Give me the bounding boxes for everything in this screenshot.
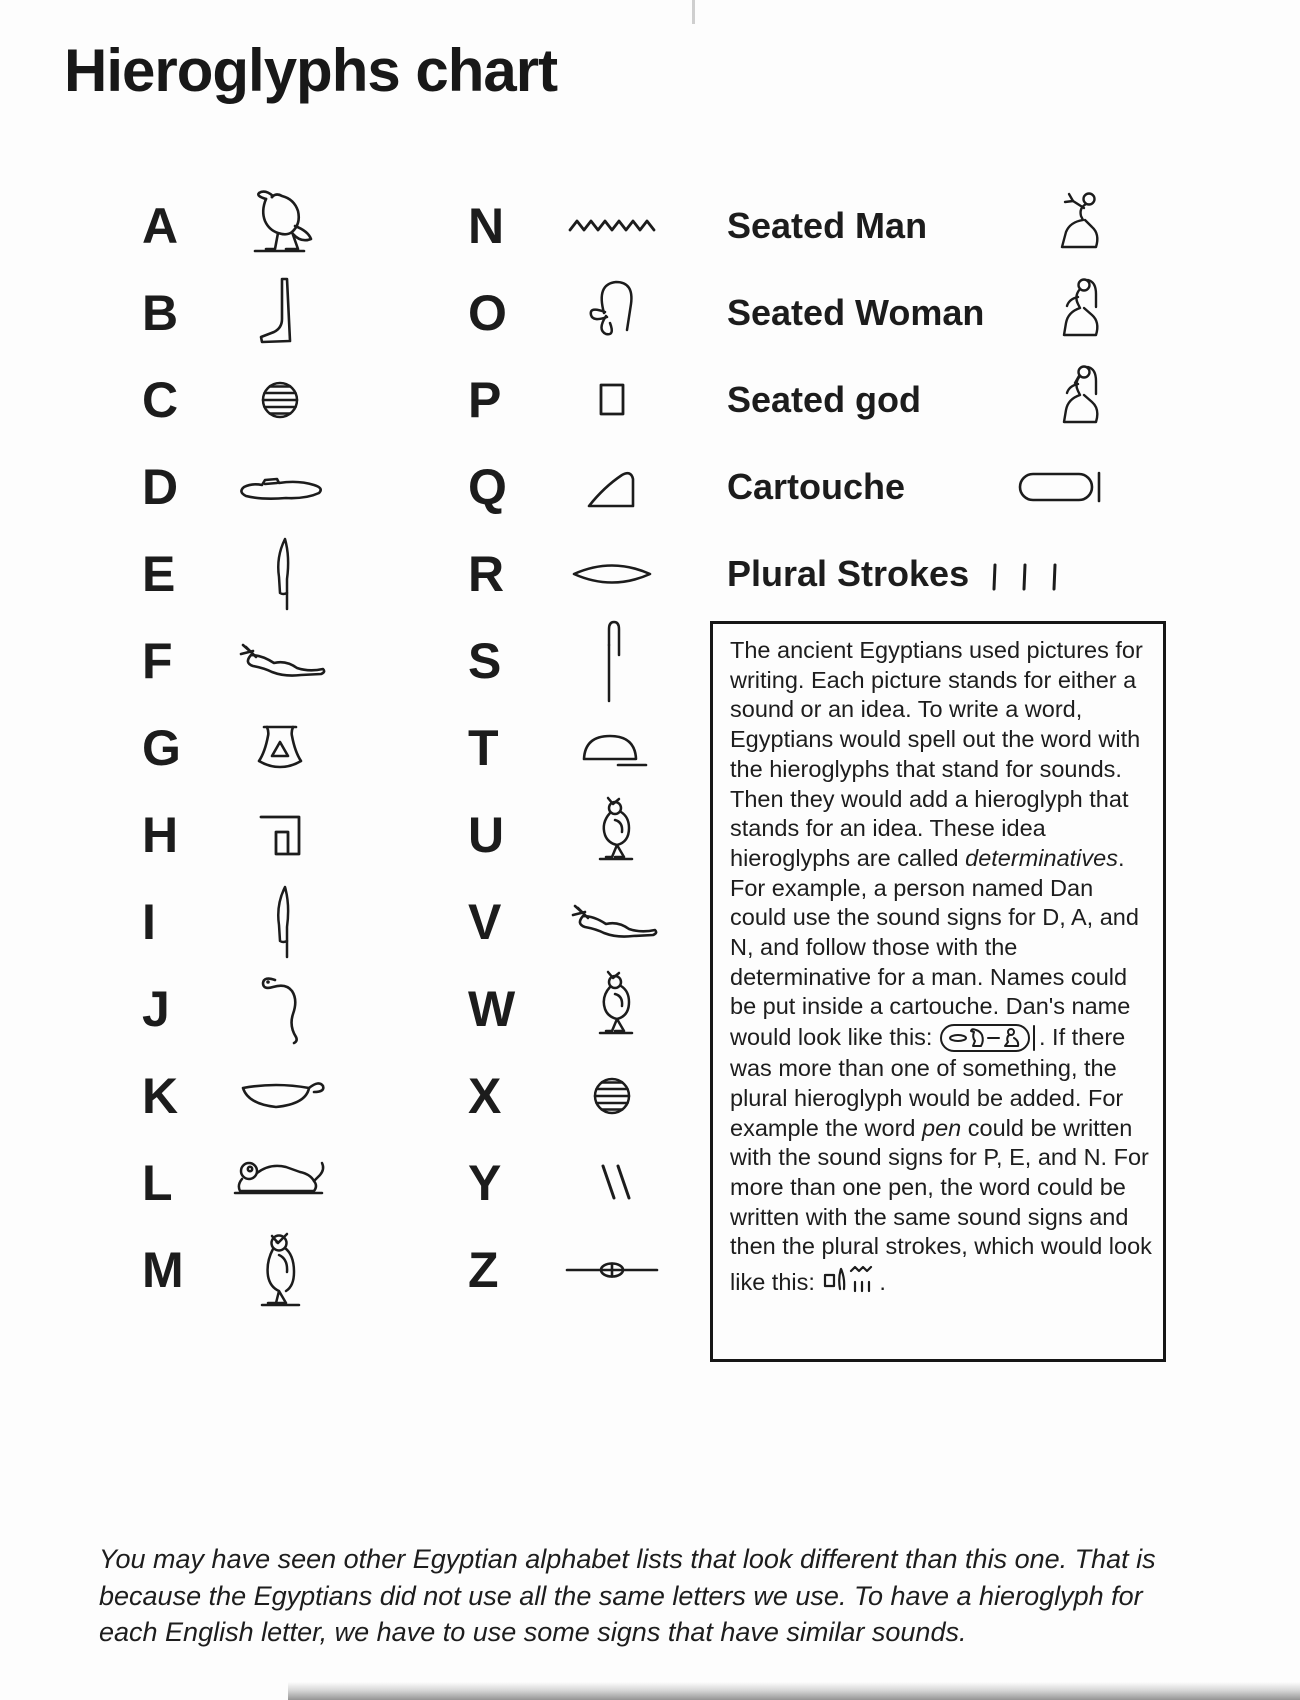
scan-artifact-bottom	[288, 1682, 1300, 1700]
alphabet-row-T	[468, 704, 676, 791]
letter-K: K	[142, 1067, 179, 1124]
alphabet-row-V	[468, 878, 676, 965]
letter-H: H	[142, 806, 179, 863]
alphabet-row-K	[142, 1052, 344, 1139]
alphabet-row-M	[142, 1226, 344, 1313]
glyph-cell	[216, 881, 344, 963]
letter-W: W	[468, 980, 516, 1037]
determinative-row-seated-woman	[727, 269, 1109, 356]
info-box	[710, 621, 1166, 1362]
bread-loaf-icon	[572, 725, 652, 771]
alphabet-row-Z	[468, 1226, 676, 1313]
letter-L: L	[142, 1154, 173, 1211]
reed-shelter-icon	[249, 804, 311, 866]
letter-O: O	[468, 284, 507, 341]
determinative-row-seated-man	[727, 182, 1109, 269]
determinative-row-seated-god	[727, 356, 1109, 443]
alphabet-row-L	[142, 1139, 344, 1226]
alphabet-row-E	[142, 530, 344, 617]
letter-M: M	[142, 1241, 184, 1298]
alphabet-row-D	[142, 443, 344, 530]
glyph-cell	[216, 1228, 344, 1312]
glyph-cell	[216, 186, 344, 266]
glyph-cell	[548, 1253, 676, 1287]
page-title: Hieroglyphs chart	[64, 37, 558, 104]
alphabet-row-S	[468, 617, 676, 704]
determinative-glyph	[1051, 189, 1109, 263]
alphabet-row-N	[468, 182, 676, 269]
glyph-cell	[548, 1158, 676, 1208]
folded-cloth-icon	[592, 615, 632, 707]
mouth-icon	[566, 555, 658, 593]
glyph-cell	[548, 615, 676, 707]
glyph-cell	[548, 1065, 676, 1127]
glyph-cell	[548, 272, 676, 354]
footer-note: You may have seen other Egyptian alphabet lists that look different than this one. That is because the Egyptians did not use all the same letters we use. To have a hieroglyph for each English letter, we have to use some signs that have similar sounds.	[99, 1544, 1156, 1648]
letter-U: U	[468, 806, 505, 863]
cartouche-icon	[1015, 466, 1109, 508]
glyph-cell	[548, 555, 676, 593]
scan-artifact-top	[692, 0, 695, 24]
reed-leaf-icon	[260, 533, 300, 615]
letter-D: D	[142, 458, 179, 515]
quail-chick-icon	[582, 968, 642, 1050]
pen-plural-icon	[821, 1262, 879, 1300]
letter-Q: Q	[468, 458, 507, 515]
info-paragraph	[730, 636, 1153, 1300]
striped-circle-icon	[249, 369, 311, 431]
letter-R: R	[468, 545, 505, 602]
info-text-segment: pen	[922, 1114, 962, 1141]
alphabet-row-C	[142, 356, 344, 443]
letter-Z: Z	[468, 1241, 499, 1298]
alphabet-row-X	[468, 1052, 676, 1139]
determinative-glyph	[1055, 362, 1109, 438]
letter-Y: Y	[468, 1154, 502, 1211]
alphabet-row-P	[468, 356, 676, 443]
horned-viper-icon	[563, 899, 661, 945]
seated-man-icon	[1051, 189, 1109, 263]
alphabet-row-H	[142, 791, 344, 878]
letter-T: T	[468, 719, 499, 776]
alphabet-row-U	[468, 791, 676, 878]
letter-I: I	[142, 893, 156, 950]
vulture-icon	[242, 186, 318, 266]
lasso-icon	[579, 272, 645, 354]
info-text-segment: could be written with the sound signs for P, E, and N. For more than one pen, the word could be written with the same sound signs and then the plural strokes, which would look like this:	[730, 1114, 1152, 1296]
determinative-label: Plural Strokes	[727, 552, 970, 594]
determinative-label: Cartouche	[727, 465, 906, 507]
glyph-cell	[548, 968, 676, 1050]
glyph-cell	[216, 1156, 344, 1210]
glyph-cell	[548, 794, 676, 876]
glyph-cell	[216, 804, 344, 866]
owl-icon	[248, 1228, 312, 1312]
info-text-segment: .	[879, 1269, 886, 1296]
info-text-segment: . If there was more than one of something, the plural hieroglyph would be added. For example the word	[730, 1024, 1126, 1141]
double-stroke-icon	[581, 1158, 643, 1208]
letter-N: N	[468, 197, 505, 254]
glyph-cell	[216, 273, 344, 353]
alphabet-column-a-m	[142, 182, 344, 1313]
alphabet-row-Y	[468, 1139, 676, 1226]
seated-god-icon	[1055, 362, 1109, 438]
glyph-cell	[216, 969, 344, 1049]
alphabet-row-O	[468, 269, 676, 356]
glyph-cell	[216, 1075, 344, 1117]
lion-icon	[228, 1156, 332, 1210]
determinative-glyph	[1015, 466, 1109, 508]
alphabet-row-R	[468, 530, 676, 617]
determinative-glyph	[1055, 275, 1109, 351]
determinative-row-plural-strokes	[727, 530, 1109, 617]
determinative-label: Seated god	[727, 378, 922, 420]
striped-circle-icon	[581, 1065, 643, 1127]
determinatives-column	[727, 182, 1109, 617]
letter-J: J	[142, 980, 170, 1037]
letter-X: X	[468, 1067, 502, 1124]
info-text-segment: The ancient Egyptians used pictures for writing. Each picture stands for either a sound or an idea. To write a word, Egyptians would spell out the word with the hieroglyphs that stand for sounds. Then they would add a hieroglyph that stands for an idea. These idea hieroglyphs are called	[730, 637, 1143, 871]
glyph-cell	[548, 369, 676, 431]
letter-E: E	[142, 545, 176, 602]
letter-V: V	[468, 893, 502, 950]
alphabet-row-I	[142, 878, 344, 965]
dan-cartouche-icon	[939, 1022, 1039, 1054]
letter-F: F	[142, 632, 173, 689]
leg-icon	[248, 273, 312, 353]
glyph-cell	[548, 456, 676, 518]
alphabet-column-n-z	[468, 182, 676, 1313]
horned-viper-icon	[231, 638, 329, 684]
glyph-cell	[548, 725, 676, 771]
basket-icon	[231, 1075, 329, 1117]
glyph-cell	[548, 209, 676, 243]
glyph-cell	[216, 466, 344, 508]
glyph-cell	[216, 369, 344, 431]
quail-chick-icon	[582, 794, 642, 876]
door-bolt-icon	[561, 1253, 663, 1287]
info-text-segment: . For example, a person named Dan could use the sound signs for D, A, and N, and follow those with the determinative for a man. Names could be put inside a cartouche. Dan's name would look like this:	[730, 844, 1139, 1051]
alphabet-row-Q	[468, 443, 676, 530]
determinative-glyph	[981, 560, 1067, 594]
cobra-icon	[248, 969, 312, 1049]
jar-stand-icon	[248, 717, 312, 779]
determinative-row-cartouche	[727, 443, 1109, 530]
letter-G: G	[142, 719, 181, 776]
letter-A: A	[142, 197, 179, 254]
letter-P: P	[468, 371, 502, 428]
determinative-label: Seated Woman	[727, 291, 985, 333]
alphabet-row-B	[142, 269, 344, 356]
alphabet-row-J	[142, 965, 344, 1052]
glyph-cell	[216, 638, 344, 684]
seated-woman-icon	[1055, 275, 1109, 351]
plural-strokes-icon	[981, 560, 1067, 594]
hand-icon	[234, 466, 326, 508]
alphabet-row-W	[468, 965, 676, 1052]
letter-C: C	[142, 371, 179, 428]
letter-S: S	[468, 632, 502, 689]
hill-slope-icon	[580, 456, 644, 518]
info-text-segment: determinatives	[965, 844, 1118, 871]
determinative-label: Seated Man	[727, 204, 928, 246]
alphabet-row-G	[142, 704, 344, 791]
glyph-cell	[548, 899, 676, 945]
glyph-cell	[216, 717, 344, 779]
letter-B: B	[142, 284, 179, 341]
stool-icon	[581, 369, 643, 431]
water-ripple-icon	[562, 209, 662, 243]
alphabet-row-A	[142, 182, 344, 269]
glyph-cell	[216, 533, 344, 615]
alphabet-row-F	[142, 617, 344, 704]
reed-leaf-icon	[260, 881, 300, 963]
